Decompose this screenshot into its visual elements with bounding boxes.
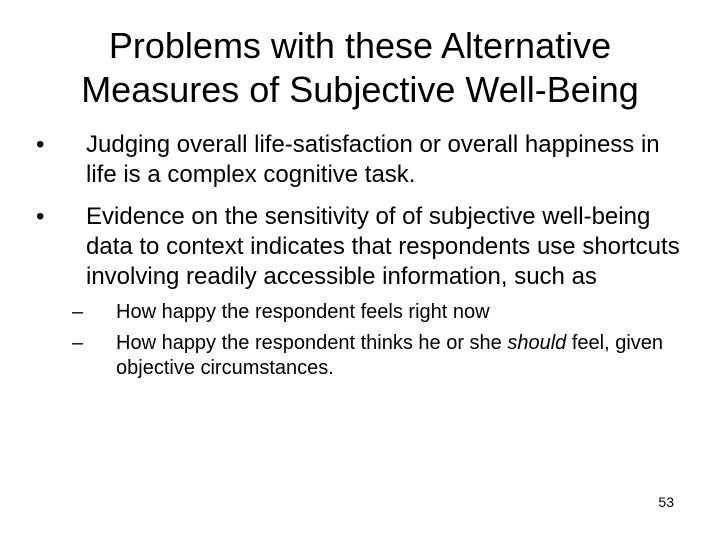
bullet-item: [36, 130, 696, 190]
bullet-item: [36, 202, 696, 292]
sub-bullet-marker: –: [72, 301, 84, 323]
sub-bullet-list: [72, 300, 696, 381]
sub-bullet-text-after: feel, given objective circumstances.: [116, 332, 664, 379]
sub-bullet-text-italic: should: [507, 332, 567, 354]
page-number: 53: [658, 494, 674, 510]
sub-bullet-item: [72, 331, 696, 381]
sub-bullet-item: [72, 300, 696, 325]
sub-bullet-text: How happy the respondent feels right now: [116, 301, 490, 323]
bullet-text: Evidence on the sensitivity of of subjective well-being data to context indicates that respondents use shortcuts involving readily accessible information, such as: [86, 203, 680, 290]
sub-bullet-text-before: How happy the respondent thinks he or she: [116, 332, 508, 354]
slide-title-line-2: Measures of Subjective Well-Being: [81, 69, 639, 110]
bullet-text: Judging overall life-satisfaction or overall happiness in life is a complex cognitive task.: [86, 131, 660, 188]
slide-body: [36, 130, 696, 387]
bullet-marker: •: [36, 131, 45, 158]
sub-bullet-marker: –: [72, 332, 84, 354]
slide-title: [20, 24, 700, 112]
bullet-marker: •: [36, 203, 45, 230]
slide-title-line-1: Problems with these Alternative: [108, 25, 612, 66]
